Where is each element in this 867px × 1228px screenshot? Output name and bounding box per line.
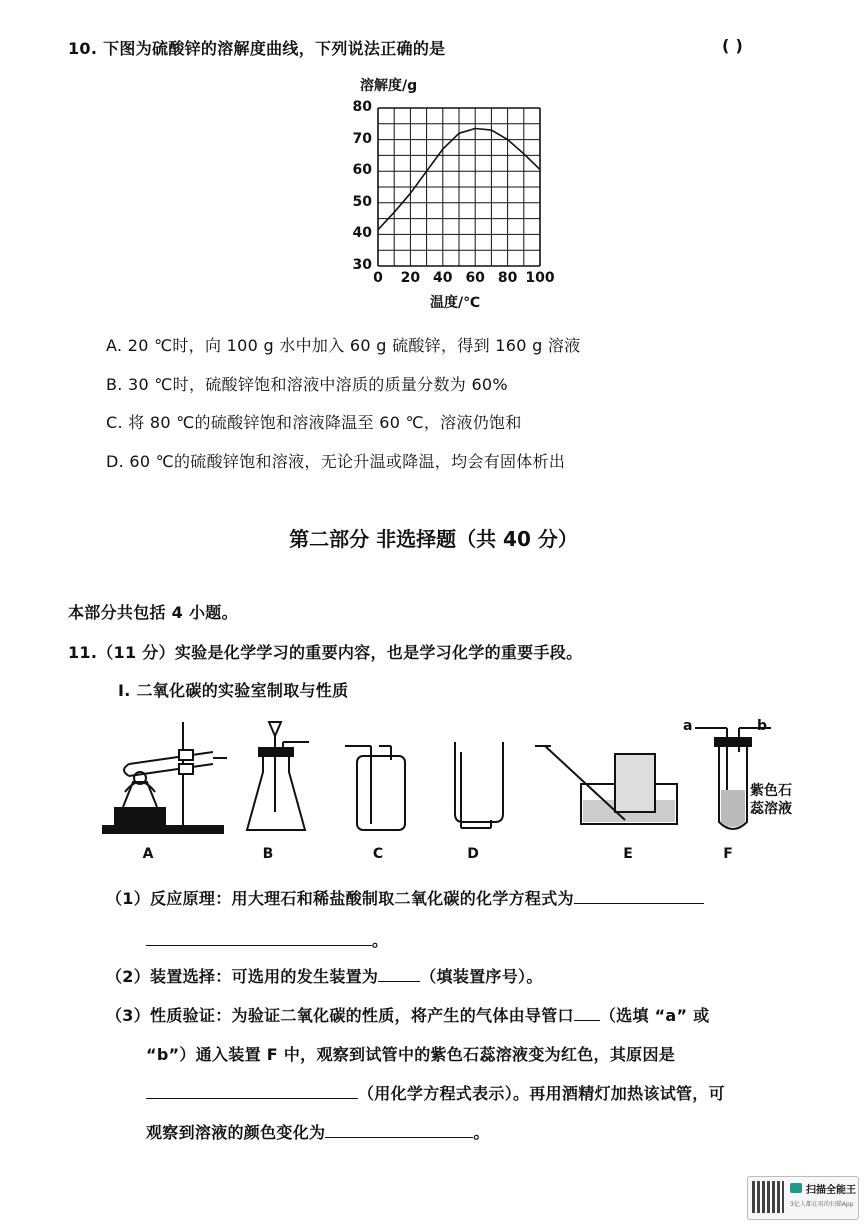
qr-code-icon [752,1181,784,1213]
cs-logo-icon [790,1183,802,1193]
chart-ylabel: 溶解度/g [360,78,418,94]
q11-part1-blank-2[interactable] [146,931,372,946]
y-tick-label: 80 [352,99,372,115]
tube-end-b: b [757,718,768,734]
q11-part3-color-label: 观察到溶液的颜色变化为 [146,1123,326,1142]
apparatus-label-d: D [467,846,479,862]
y-tick-label: 70 [352,130,372,147]
scanner-brand: 扫描全能王 [806,1185,856,1196]
q11-part3-text [106,1003,710,1026]
q11-part2-label: （2）装置选择：可选用的发生装置为 [106,967,379,986]
q11-part1-blank-1[interactable] [574,889,704,904]
chart-xlabel: 温度/℃ [430,295,481,311]
q10-option-a: A. 20 ℃时，向 100 g 水中加入 60 g 硫酸锌，得到 160 g 溶液 [106,336,581,355]
q11-part1-label: （1）反应原理：用大理石和稀盐酸制取二氧化碳的化学方程式为 [106,889,574,908]
x-tick-label: 40 [433,270,453,286]
q11-part3-line3 [146,1081,725,1104]
x-tick-label: 60 [465,270,485,286]
y-tick-label: 30 [352,257,372,273]
q11-part3-end: 。 [473,1123,490,1142]
y-tick-label: 50 [352,193,372,210]
apparatus-diagram [95,712,815,842]
tube-end-a: a [683,718,693,734]
q11-part3-cont: （用化学方程式表示）。再用酒精灯加热该试管，可 [358,1084,725,1103]
q11-part3-blank-3[interactable] [325,1123,473,1138]
x-tick-label: 80 [497,270,518,286]
q11-part1-line2 [146,928,388,951]
q11-part3-label: （3）性质验证：为验证二氧化碳的性质，将产生的气体由导管口 [106,1006,574,1025]
q11-part2-suffix: （填装置序号）。 [420,967,543,986]
solubility-chart [330,70,580,320]
q11-part3-blank-2[interactable] [146,1084,358,1099]
scanner-sub: 3亿人都在用的扫描App [790,1201,854,1208]
part2-title: 第二部分 非选择题（共 40 分） [289,527,578,551]
q11-part2-blank[interactable] [378,967,420,982]
x-tick-label: 100 [525,270,555,286]
apparatus-label-f: F [723,846,733,862]
f-note-line1: 紫色石 [750,783,792,799]
apparatus-a [103,722,227,833]
q10-answer-paren: ( ) [722,36,744,55]
apparatus-c [345,746,405,830]
q11-part3-line4 [146,1120,490,1143]
apparatus-b [247,722,309,830]
f-note-line2: 蕊溶液 [750,801,792,817]
q10-option-b: B. 30 ℃时，硫酸锌饱和溶液中溶质的质量分数为 60% [106,375,508,394]
apparatus-label-e: E [623,846,633,862]
apparatus-label-c: C [372,846,384,862]
apparatus-e [535,746,677,824]
apparatus-label-a: A [142,846,154,862]
part2-intro: 本部分共包括 4 小题。 [68,603,238,622]
chart-plot-area [330,70,580,290]
q11-part3-line2: “b”）通入装置 F 中，观察到试管中的紫色石蕊溶液变为红色，其原因是 [146,1045,676,1064]
q10-option-d: D. 60 ℃的硫酸锌饱和溶液，无论升温或降温，均会有固体析出 [106,452,566,471]
q11-part1-end: 。 [372,931,389,950]
q11-section1: Ⅰ. 二氧化碳的实验室制取与性质 [118,681,349,700]
x-tick-label: 0 [373,270,383,286]
q11-part3-choice: （选填 “a” 或 [599,1006,710,1025]
y-tick-label: 60 [352,162,372,179]
scanner-watermark [747,1176,859,1220]
apparatus-d [455,742,503,828]
y-tick-label: 40 [352,225,372,242]
q11-part1-text [106,886,704,909]
q11-stem: 11.（11 分）实验是化学学习的重要内容，也是学习化学的重要手段。 [68,643,583,662]
apparatus-label-b: B [262,846,274,862]
q11-part2-text [106,964,543,987]
q10-stem: 10. 下图为硫酸锌的溶解度曲线，下列说法正确的是 [68,39,446,58]
q11-part3-blank-1[interactable] [574,1006,600,1021]
q10-option-c: C. 将 80 ℃的硫酸锌饱和溶液降温至 60 ℃，溶液仍饱和 [106,413,522,432]
x-tick-label: 20 [400,270,421,286]
